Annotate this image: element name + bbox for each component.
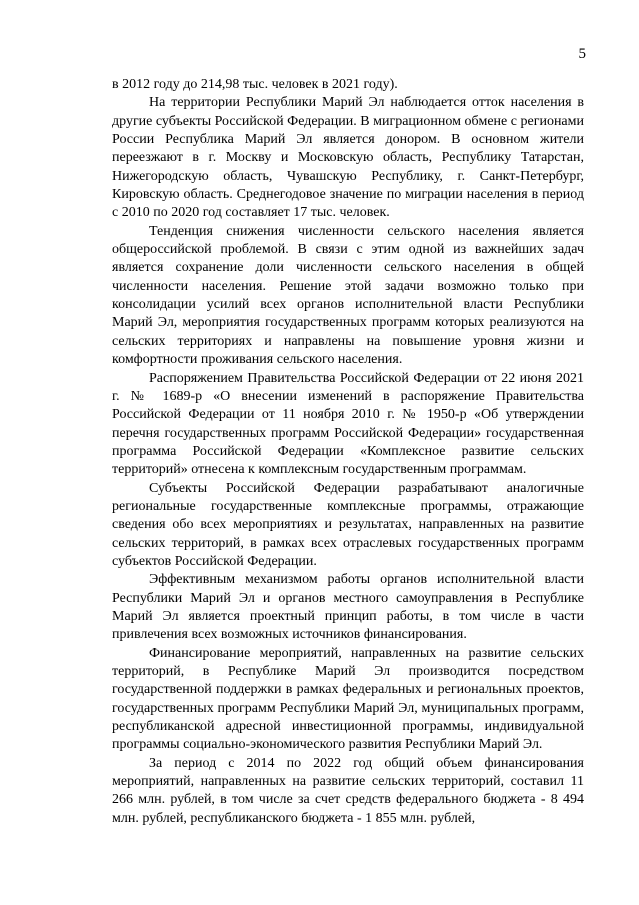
paragraph-continuation: в 2012 году до 214,98 тыс. человек в 2021 году). <box>112 77 398 92</box>
paragraph-government-decree: Распоряжением Правительства Российской Федерации от 22 июня 2021 г. № 1689-р «О внесении изменений в распоряжение Правительства Российской Федерации от 11 ноября 2010 г. № 1950-р «Об утверждении перечня государственных программ Российской Федерации» государственная программа Российской Федерации «Комплексное развитие сельских территорий» отнесена к комплексным государственным программам. <box>112 370 584 478</box>
paragraph-migration-outflow: На территории Республики Марий Эл наблюдается отток населения в другие субъекты Российской Федерации. В миграционном обмене с регионами России Республика Марий Эл является донором. В основном жители переезжают в г. Москву и Московскую область, Республику Татарстан, Нижегородскую область, Чувашскую Республику, г. Санкт-Петербург, Кировскую область. Среднегодовое значение по миграции населения в период с 2010 по 2020 год составляет 17 тыс. человек. <box>112 95 584 221</box>
document-body <box>112 76 584 828</box>
paragraph-project-principle: Эффективным механизмом работы органов исполнительной власти Республики Марий Эл и органов местного самоуправления в Республике Марий Эл является проектный принцип работы, в том числе в части привлечения всех возможных источников финансирования. <box>112 572 584 643</box>
paragraph-financing-sources: Финансирование мероприятий, направленных на развитие сельских территорий, в Республике Марий Эл производится посредством государственной поддержки в рамках федеральных и региональных проектов, государственных программ Республики Марий Эл, муниципальных программ, республиканской адресной инвестиционной программы, индивидуальной программы социально-экономического развития Республики Марий Эл. <box>112 645 584 753</box>
paragraph-financing-volume: За период с 2014 по 2022 год общий объем финансирования мероприятий, направленных на развитие сельских территорий, составил 11 266 млн. рублей, в том числе за счет средств федерального бюджета - 8 494 млн. рублей, республиканского бюджета - 1 855 млн. рублей, <box>112 755 584 826</box>
page-number: 5 <box>578 46 586 62</box>
paragraph-rural-population-trend: Тенденция снижения численности сельского населения является общероссийской проблемой. В связи с этим одной из важнейших задач является сохранение доли численности сельского населения в общей численности населения. Решение этой задачи возможно только при консолидации усилий всех органов исполнительной власти Республики Марий Эл, мероприятия государственных программ которых реализуются на сельских территориях и направлены на повышение уровня жизни и комфортности проживания сельского населения. <box>112 223 584 368</box>
paragraph-regional-programs: Субъекты Российской Федерации разрабатывают аналогичные региональные государственные комплексные программы, отражающие сведения обо всех мероприятиях и результатах, направленных на развитие сельских территорий, в рамках всех отраслевых государственных программ субъектов Российской Федерации. <box>112 480 584 569</box>
